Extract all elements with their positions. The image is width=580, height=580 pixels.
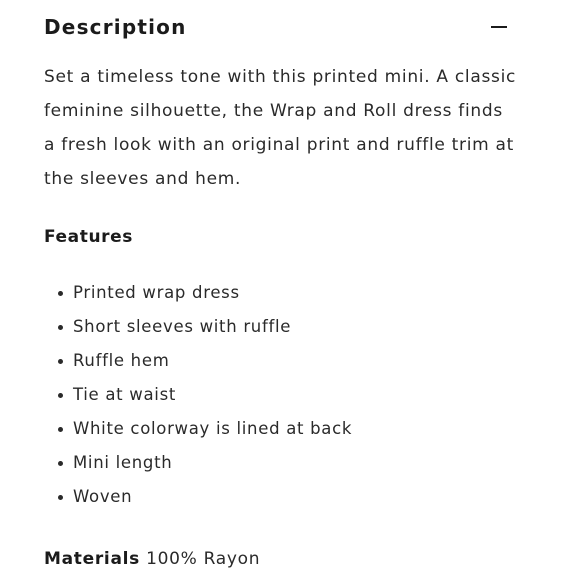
list-item — [56, 378, 352, 412]
description-text: Set a timeless tone with this printed mini. A classic feminine silhouette, the Wrap and Roll dress finds a fresh look with an original print and ruffle trim at the sleeves and hem. — [44, 67, 517, 189]
bullet-icon — [58, 495, 63, 500]
description-title: Description — [44, 15, 187, 39]
feature-text: Printed wrap dress — [73, 283, 240, 302]
features-heading: Features — [44, 227, 133, 247]
bullet-icon — [58, 393, 63, 398]
description-accordion-header[interactable] — [44, 10, 544, 44]
bullet-icon — [58, 325, 63, 330]
bullet-icon — [58, 461, 63, 466]
list-item — [56, 446, 352, 480]
list-item — [56, 480, 352, 514]
feature-text: Short sleeves with ruffle — [73, 317, 292, 336]
materials-label: Materials — [44, 549, 140, 569]
collapse-button[interactable] — [484, 10, 516, 44]
list-item — [56, 344, 352, 378]
feature-text: White colorway is lined at back — [73, 419, 353, 438]
feature-text: Ruffle hem — [73, 351, 170, 370]
bullet-icon — [58, 427, 63, 432]
list-item — [56, 310, 352, 344]
feature-text: Woven — [73, 487, 133, 506]
feature-text: Mini length — [73, 453, 173, 472]
materials-line — [44, 546, 260, 572]
minus-icon — [491, 26, 507, 28]
features-list — [56, 276, 352, 514]
bullet-icon — [58, 291, 63, 296]
feature-text: Tie at waist — [73, 385, 177, 404]
list-item — [56, 412, 352, 446]
list-item — [56, 276, 352, 310]
bullet-icon — [58, 359, 63, 364]
materials-value: 100% Rayon — [146, 549, 261, 569]
